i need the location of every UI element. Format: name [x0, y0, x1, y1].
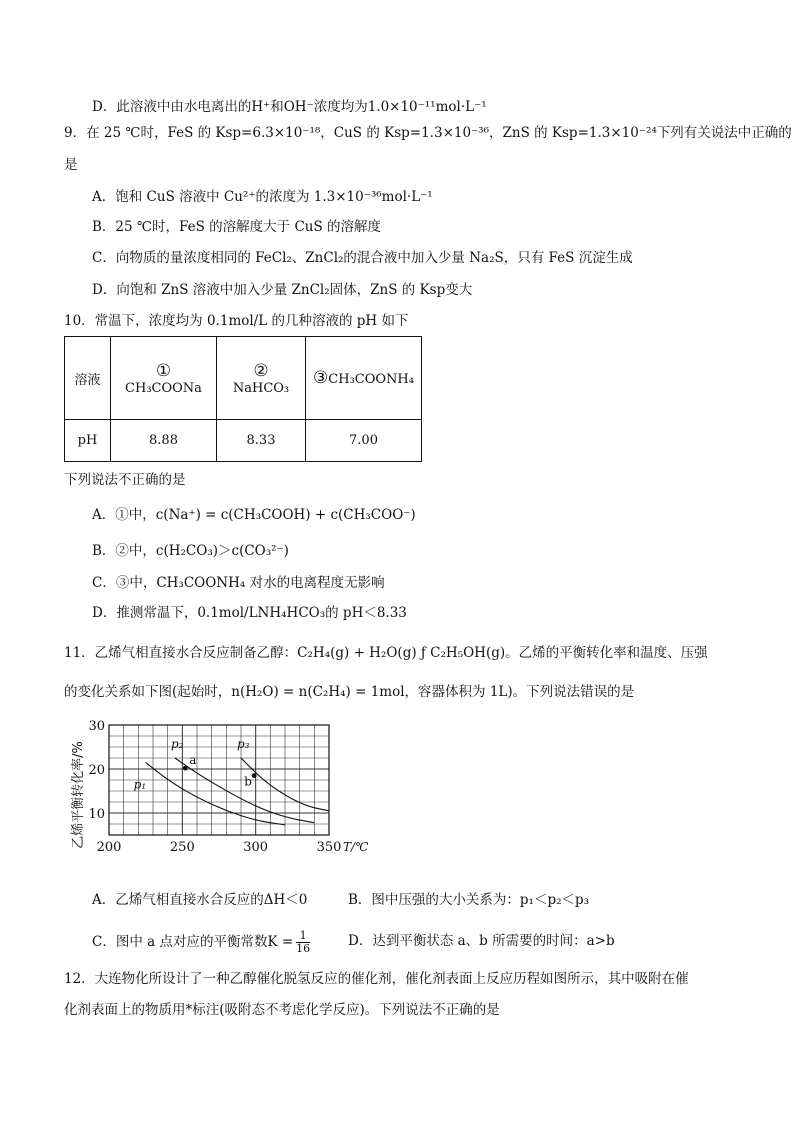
x-tick-label: 300 — [243, 840, 269, 855]
point-label-b: b — [244, 774, 252, 789]
point-b — [252, 773, 257, 778]
q11-option-b: B．图中压强的大小关系为：p₁＜p₂＜p₃ — [348, 892, 590, 908]
q12-stem: 12．大连物化所设计了一种乙醇催化脱氢反应的催化剂，催化剂表面上反应历程如图所示，其中吸附在催 — [64, 971, 689, 987]
table-cell-ph-1: 8.88 — [111, 420, 217, 462]
solution-mark: ① — [155, 360, 172, 381]
solution-name: CH₃COONa — [125, 380, 202, 396]
q11-option-d: D．达到平衡状态 a、b 所需要的时间：a>b — [348, 933, 615, 949]
solution-name: NaHCO₃ — [232, 380, 290, 396]
q10-option-a: A．①中，c(Na⁺) = c(CH₃COOH) + c(CH₃COO⁻) — [92, 507, 416, 523]
series-label-p3: p₃ — [237, 737, 250, 751]
y-tick-label: 30 — [88, 719, 105, 734]
point-label-a: a — [189, 753, 197, 768]
table-cell-solution-1 — [111, 337, 217, 420]
q9-option-a: A．饱和 CuS 溶液中 Cu²⁺的浓度为 1.3×10⁻³⁶mol·L⁻¹ — [92, 189, 433, 205]
chart-xlabel: T/℃ — [343, 840, 369, 854]
conversion-chart — [64, 715, 369, 865]
fraction-numerator: 1 — [296, 930, 310, 943]
series-p1 — [146, 762, 285, 824]
q11-option-c-text: C．图中 a 点对应的平衡常数K = — [92, 934, 294, 950]
solution-name: CH₃COONH₄ — [328, 372, 414, 387]
y-tick-label: 10 — [88, 807, 105, 822]
q10-option-c: C．③中，CH₃COONH₄ 对水的电离程度无影响 — [92, 575, 385, 591]
q9-option-d: D．向饱和 ZnS 溶液中加入少量 ZnCl₂固体，ZnS 的 Ksp变大 — [92, 282, 473, 298]
q11-option-c — [92, 930, 310, 955]
ph-table — [64, 336, 422, 462]
fraction — [296, 930, 310, 955]
table-cell-ph-2: 8.33 — [217, 420, 306, 462]
q10-prompt: 下列说法不正确的是 — [64, 472, 186, 488]
chart-ylabel: 乙烯平衡转化率/% — [71, 741, 86, 849]
y-tick-label: 20 — [88, 763, 105, 778]
q9-stem: 9．在 25 ℃时，FeS 的 Ksp=6.3×10⁻¹⁸，CuS 的 Ksp=1.3×10⁻³⁶，ZnS 的 Ksp=1.3×10⁻²⁴下列有关说法中正确的 — [64, 125, 792, 141]
series-label-p1: p₁ — [133, 777, 147, 792]
solution-mark: ② — [253, 360, 269, 381]
q11-stem-cont: 的变化关系如下图(起始时，n(H₂O) = n(C₂H₄) = 1mol，容器体积为 1L)。下列说法错误的是 — [64, 684, 635, 700]
q11-option-a: A．乙烯气相直接水合反应的ΔH＜0 — [92, 892, 308, 908]
solution-mark: ③ — [313, 368, 329, 388]
x-tick-label: 350 — [316, 840, 342, 855]
x-tick-label: 250 — [169, 840, 195, 855]
q9-stem-cont: 是 — [64, 157, 78, 173]
q10-stem: 10．常温下，浓度均为 0.1mol/L 的几种溶液的 pH 如下 — [64, 313, 409, 329]
q10-option-d: D．推测常温下，0.1mol/LNH₄HCO₃的 pH＜8.33 — [92, 605, 407, 621]
q10-option-b: B．②中，c(H₂CO₃)＞c(CO₃²⁻) — [92, 543, 289, 559]
q12-stem-cont: 化剂表面上的物质用*标注(吸附态不考虑化学反应)。下列说法不正确的是 — [64, 1002, 500, 1018]
fraction-denominator: 16 — [296, 942, 311, 955]
q9-option-b: B．25 ℃时，FeS 的溶解度大于 CuS 的溶解度 — [92, 219, 382, 235]
table-cell-solution-2 — [217, 337, 306, 420]
table-row-label: 溶液 — [65, 337, 111, 420]
q9-option-c: C．向物质的量浓度相同的 FeCl₂、ZnCl₂的混合液中加入少量 Na₂S，只有 FeS 沉淀生成 — [92, 250, 633, 266]
table-cell-ph-3: 7.00 — [306, 420, 422, 462]
table-row-label: pH — [65, 420, 111, 462]
x-tick-label: 200 — [96, 840, 122, 855]
table-cell-solution-3 — [306, 337, 422, 420]
q11-stem: 11．乙烯气相直接水合反应制备乙醇：C₂H₄(g) + H₂O(g) ƒ C₂H₅OH(g)。乙烯的平衡转化率和温度、压强 — [64, 645, 708, 661]
point-a — [183, 766, 188, 771]
series-label-p2: p₂ — [171, 737, 184, 751]
q8-option-d: D．此溶液中由水电离出的H⁺和OH⁻浓度均为1.0×10⁻¹¹mol·L⁻¹ — [92, 99, 487, 115]
